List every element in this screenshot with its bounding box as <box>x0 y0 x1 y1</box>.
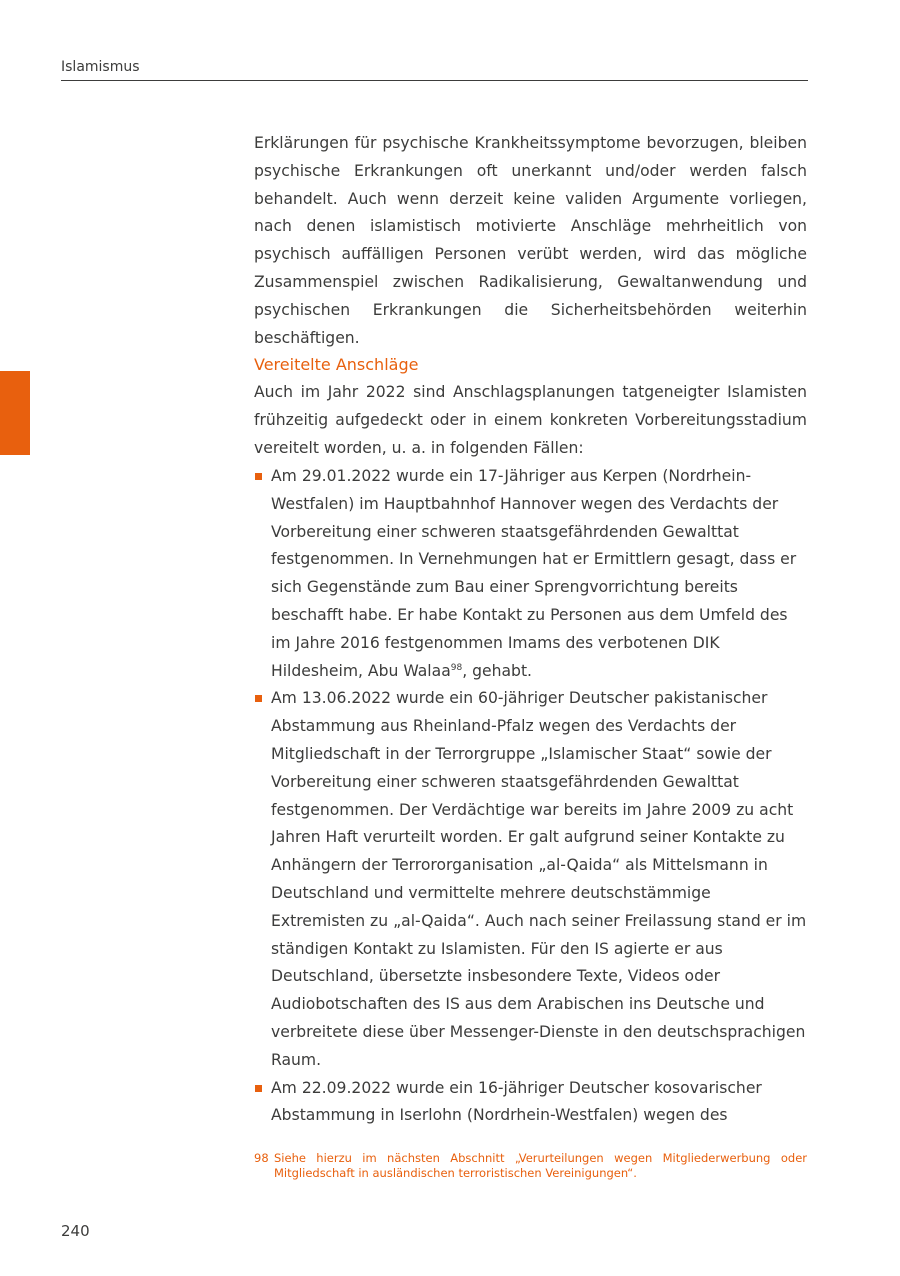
case-text: Am 22.09.2022 wurde ein 16-jähriger Deutscher kosovarischer Abstammung in Iserlohn (Nordrhein-Westfalen) wegen des <box>271 1078 762 1125</box>
list-item <box>254 685 807 1074</box>
section-lead-paragraph: Auch im Jahr 2022 sind Anschlagsplanungen tatgeneigter Islamisten frühzeitig aufgedeckt oder in einem konkreten Vorbereitungsstadium vereitelt worden, u. a. in folgenden Fällen: <box>254 383 807 457</box>
running-head: Islamismus <box>61 59 140 75</box>
list-item <box>254 463 807 685</box>
bullet-square-icon <box>255 1085 262 1092</box>
case-list <box>254 463 807 1130</box>
case-text-after-note: , gehabt. <box>462 661 533 680</box>
footnote-text: Siehe hierzu im nächsten Abschnitt „Verurteilungen wegen Mitgliederwerbung oder Mitgliedschaft in ausländischen terroristischen Vereinigungen“. <box>274 1151 807 1180</box>
footnote-reference[interactable]: 98 <box>450 662 463 673</box>
section-heading: Vereitelte Anschläge <box>254 355 419 374</box>
chapter-tab-marker <box>0 371 30 455</box>
bullet-square-icon <box>255 695 262 702</box>
case-text-before-note: Am 29.01.2022 wurde ein 17-Jähriger aus Kerpen (Nordrhein-Westfalen) im Hauptbahnhof Hannover wegen des Verdachts der Vorbereitung einer schweren staatsgefährdenden Gewalttat festgenommen. In Vernehmungen hat er Ermittlern gesagt, dass er sich Gegenstände zum Bau einer Sprengvorrichtung bereits beschafft habe. Er habe Kontakt zu Personen aus dem Umfeld des im Jahre 2016 festgenommen Imams des verbotenen DIK Hildesheim, Abu Walaa <box>271 467 797 680</box>
intro-paragraph: Erklärungen für psychische Krankheitssymptome bevorzugen, bleiben psychische Erkrankungen oft unerkannt und/oder werden falsch behandelt. Auch wenn derzeit keine validen Argumente vorliegen, nach denen islamistisch motivierte Anschläge mehrheitlich von psychisch auffälligen Personen verübt werden, wird das mögliche Zusammenspiel zwischen Radikalisierung, Gewaltanwendung und psychischen Erkrankungen die Sicherheitsbehörden weiterhin beschäftigen. <box>254 134 807 347</box>
list-item <box>254 1075 807 1131</box>
page-number: 240 <box>61 1222 90 1240</box>
header-rule <box>61 80 808 81</box>
case-text <box>271 463 807 685</box>
footnote <box>254 1151 807 1181</box>
bullet-square-icon <box>255 473 262 480</box>
footnote-number: 98 <box>254 1151 269 1165</box>
case-text: Am 13.06.2022 wurde ein 60-jähriger Deutscher pakistanischer Abstammung aus Rheinland-Pfalz wegen des Verdachts der Mitgliedschaft in der Terrorgruppe „Islamischer Staat“ sowie der Vorbereitung einer schweren staatsgefährdenden Gewalttat festgenommen. Der Verdächtige war bereits im Jahre 2009 zu acht Jahren Haft verurteilt worden. Er galt aufgrund seiner Kontakte zu Anhängern der Terrororganisation „al-Qaida“ als Mittelsmann in Deutschland und vermittelte mehrere deutschstämmige Extremisten zu „al-Qaida“. Auch nach seiner Freilassung stand er im ständigen Kontakt zu Islamisten. Für den IS agierte er aus Deutschland, übersetzte insbesondere Texte, Videos oder Audiobotschaften des IS aus dem Arabischen ins Deutsche und verbreitete diese über Messenger-Dienste in den deutschsprachigen Raum. <box>271 689 807 1069</box>
